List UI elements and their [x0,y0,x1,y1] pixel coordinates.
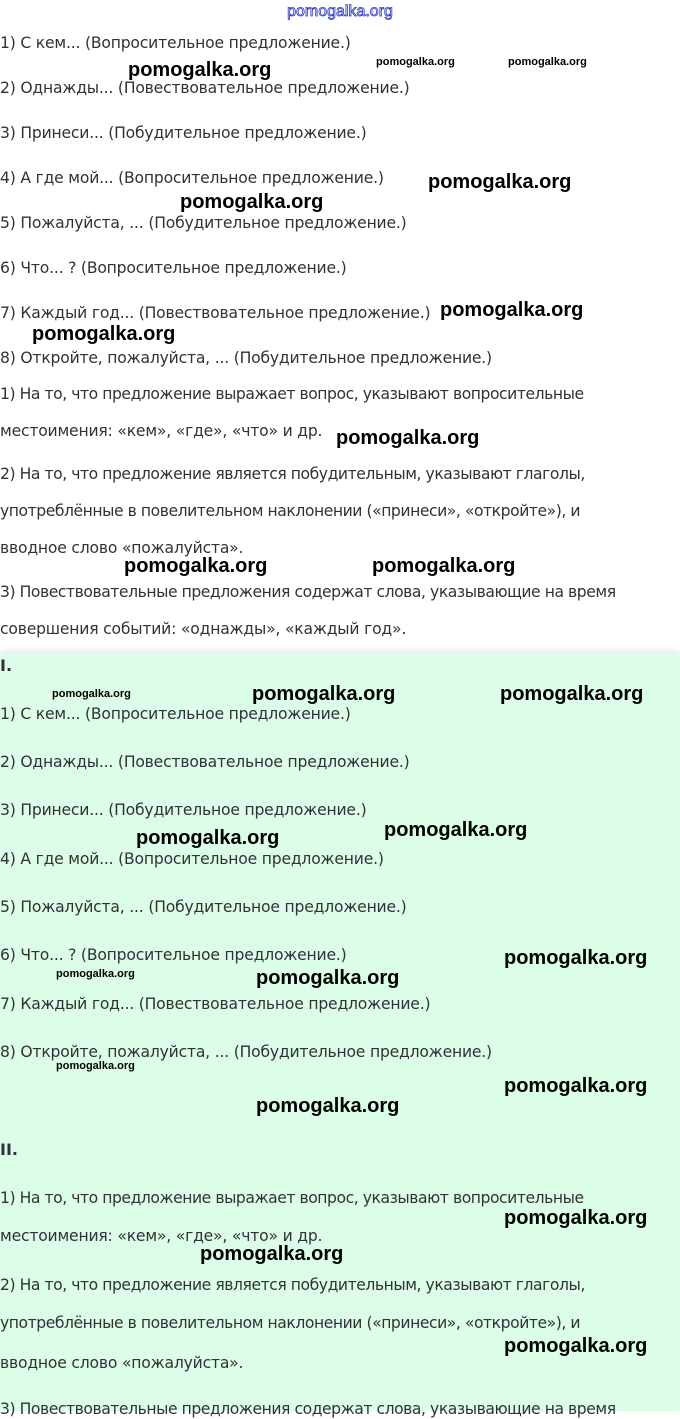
explanation-line-5: вводное слово «пожалуйста». [0,1354,244,1372]
watermark: pomogalka.org [440,299,584,321]
bottom-answer-panel [0,653,680,1418]
explanation-line-2: местоимения: «кем», «где», «что» и др. [0,1227,323,1245]
watermark-small: pomogalka.org [376,56,455,68]
explanation-line-2: местоимения: «кем», «где», «что» и др. [0,422,323,440]
answer-line-5: 5) Пожалуйста, ... (Побудительное предложение.) [0,214,407,232]
watermark: pomogalka.org [384,819,528,841]
answer-line-1: 1) С кем... (Вопросительное предложение.) [0,34,351,52]
watermark: pomogalka.org [500,683,644,705]
explanation-line-1: 1) На то, что предложение выражает вопрос, указывают вопросительные [0,385,584,403]
watermark: pomogalka.org [124,555,268,577]
answer-line-7: 7) Каждый год... (Повествовательное предложение.) [0,304,431,322]
watermark: pomogalka.org [136,827,280,849]
explanation-line-4: употреблённые в повелительном наклонении («принеси», «откройте»), и [0,502,581,520]
watermark: pomogalka.org [256,967,400,989]
answer-line-8: 8) Откройте, пожалуйста, ... (Побудительное предложение.) [0,349,492,367]
answer-line-6: 6) Что... ? (Вопросительное предложение.) [0,259,347,277]
explanation-line-6: 3) Повествовательные предложения содержат слова, указывающие на время [0,583,616,601]
answer-line-3: 3) Принеси... (Побудительное предложение.) [0,801,367,819]
answer-line-8: 8) Откройте, пожалуйста, ... (Побудительное предложение.) [0,1043,492,1061]
answer-line-3: 3) Принеси... (Побудительное предложение.) [0,124,367,142]
explanation-line-5: вводное слово «пожалуйста». [0,539,244,557]
watermark: pomogalka.org [256,1095,400,1117]
answer-line-1: 1) С кем... (Вопросительное предложение.) [0,705,351,723]
watermark-small: pomogalka.org [508,56,587,68]
explanation-line-6: 3) Повествовательные предложения содержат слова, указывающие на время [0,1400,616,1418]
answer-line-7: 7) Каждый год... (Повествовательное предложение.) [0,995,431,1013]
explanation-line-4: употреблённые в повелительном наклонении («принеси», «откройте»), и [0,1314,581,1332]
watermark: pomogalka.org [372,555,516,577]
watermark: pomogalka.org [180,191,324,213]
explanation-line-1: 1) На то, что предложение выражает вопрос, указывают вопросительные [0,1189,584,1207]
explanation-line-7: совершения событий: «однажды», «каждый год». [0,620,407,638]
part-one-heading: I. [0,656,13,675]
part-two-heading: II. [0,1140,18,1159]
watermark: pomogalka.org [428,171,572,193]
watermark: pomogalka.org [336,427,480,449]
watermark: pomogalka.org [504,1335,648,1357]
answer-line-2: 2) Однажды... (Повествовательное предложение.) [0,753,410,771]
watermark: pomogalka.org [504,947,648,969]
answer-line-5: 5) Пожалуйста, ... (Побудительное предложение.) [0,898,407,916]
watermark-small: pomogalka.org [52,688,131,700]
watermark: pomogalka.org [32,323,176,345]
watermark-small: pomogalka.org [56,1060,135,1072]
explanation-line-3: 2) На то, что предложение является побудительным, указывают глаголы, [0,1276,585,1294]
watermark-small: pomogalka.org [56,968,135,980]
watermark: pomogalka.org [128,59,272,81]
watermark-header: pomogalka.org [287,3,393,20]
answer-line-2: 2) Однажды... (Повествовательное предложение.) [0,79,410,97]
watermark: pomogalka.org [504,1207,648,1229]
answer-line-4: 4) А где мой... (Вопросительное предложение.) [0,169,384,187]
watermark: pomogalka.org [504,1075,648,1097]
explanation-line-3: 2) На то, что предложение является побудительным, указывают глаголы, [0,465,585,483]
watermark: pomogalka.org [200,1243,344,1265]
watermark: pomogalka.org [252,683,396,705]
answer-line-6: 6) Что... ? (Вопросительное предложение.) [0,946,347,964]
answer-line-4: 4) А где мой... (Вопросительное предложение.) [0,850,384,868]
